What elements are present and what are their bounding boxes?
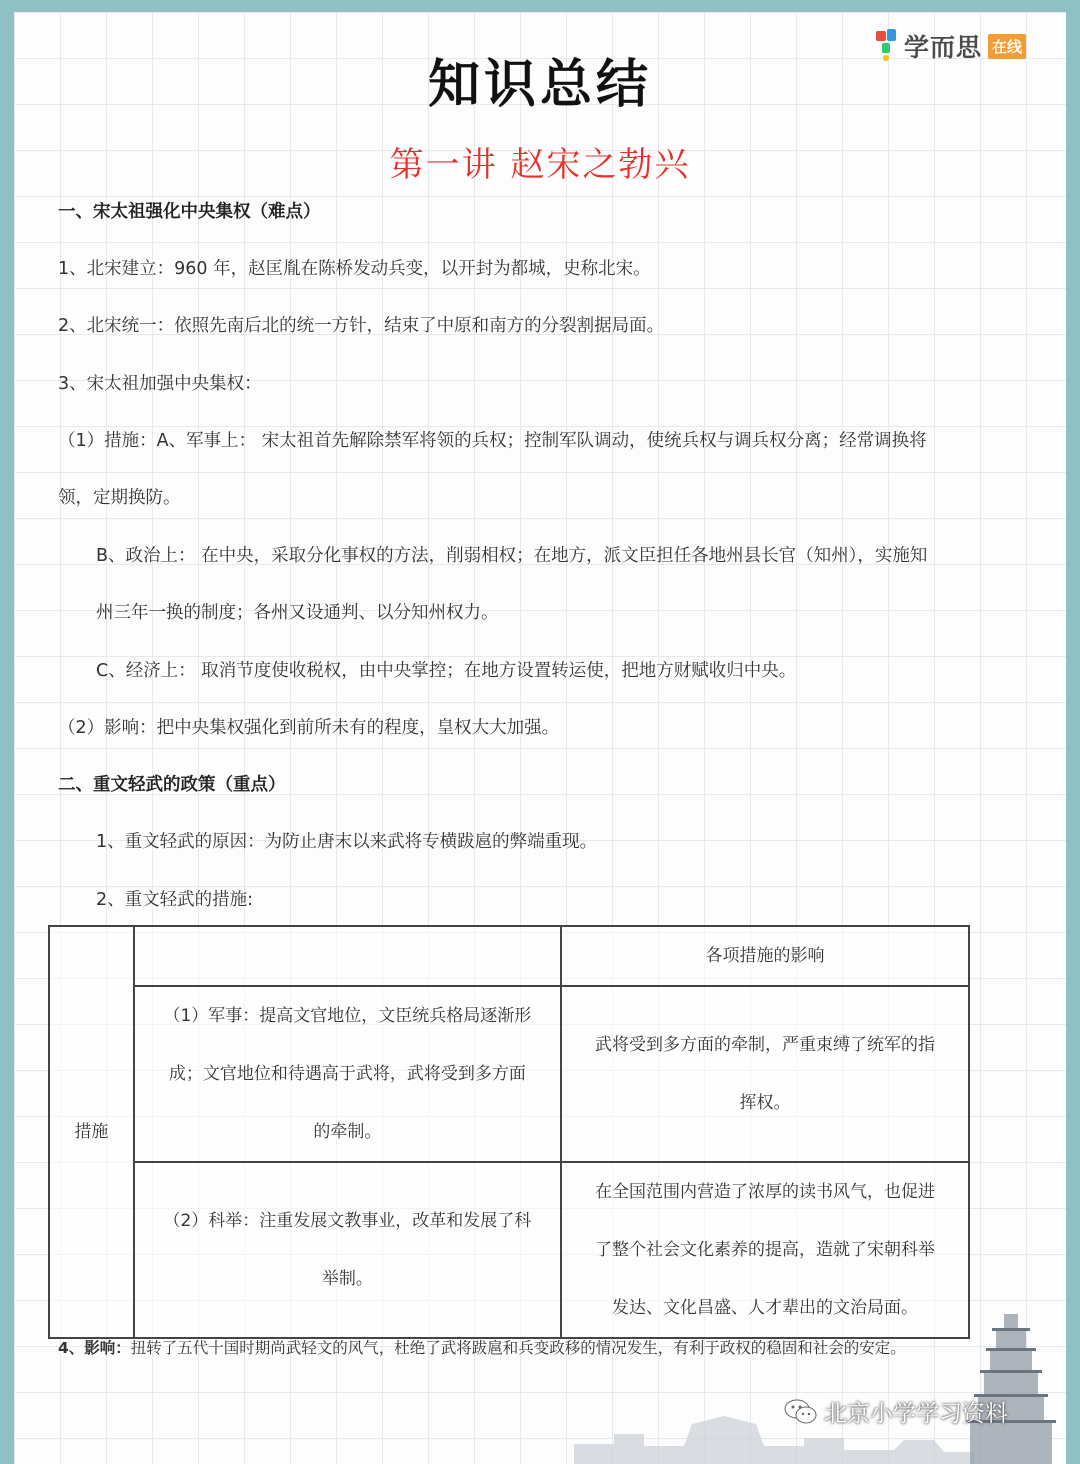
footnote-label: 4、影响：	[58, 1339, 131, 1357]
cell-line: 武将受到多方面的牵制，严重束缚了统军的指	[594, 1035, 935, 1055]
paragraph: C、经济上： 取消节度使收税权，由中央掌控；在地方设置转运使，把地方财赋收归中央。	[96, 661, 797, 681]
cell-line: 成；文官地位和待遇高于武将，武将受到多方面	[168, 1064, 526, 1084]
section2-heading: 二、重文轻武的政策（重点）	[58, 775, 286, 795]
measures-table	[48, 925, 970, 1339]
document-page	[14, 12, 1066, 1464]
paragraph: （2）影响：把中央集权强化到前所未有的程度，皇权大大加强。	[58, 718, 560, 738]
table-cell-effect	[561, 1162, 969, 1338]
cell-line: 举制。	[321, 1269, 373, 1289]
paragraph: （1）措施：A、军事上： 宋太祖首先解除禁军将领的兵权；控制军队调动，使统兵权与调兵权分离；经常调换将	[58, 431, 927, 451]
paragraph: 1、重文轻武的原因：为防止唐末以来武将专横跋扈的弊端重现。	[96, 832, 598, 852]
table-cell-measure	[134, 1162, 561, 1338]
cell-line: 的牵制。	[313, 1122, 382, 1142]
table-cell-effect	[561, 986, 969, 1162]
table-row	[49, 986, 969, 1162]
cell-line: 挥权。	[739, 1093, 791, 1113]
watermark	[784, 1395, 1008, 1428]
table-cell-measure	[134, 986, 561, 1162]
pagoda-illustration	[956, 1304, 1066, 1464]
cell-line: （2）科举：注重发展文教事业，改革和发展了科	[163, 1211, 532, 1231]
paragraph: 2、重文轻武的措施:	[96, 890, 254, 910]
table-row-label: 措施	[49, 926, 134, 1338]
footnote-text: 扭转了五代十国时期尚武轻文的风气，杜绝了武将跋扈和兵变政移的情况发生，有利于政权的稳固和社会的安定。	[130, 1339, 906, 1357]
table-row	[49, 926, 969, 986]
cell-line: 了整个社会文化素养的提高，造就了宋朝科举	[594, 1240, 935, 1260]
paragraph: 领，定期换防。	[58, 488, 181, 508]
table-row	[49, 1162, 969, 1338]
table-header-effect: 各项措施的影响	[561, 926, 969, 986]
logo-badge: 在线	[988, 34, 1026, 59]
cell-line: 发达、文化昌盛、人才辈出的文治局面。	[611, 1298, 918, 1318]
paragraph: B、政治上： 在中央，采取分化事权的方法，削弱相权；在地方，派文臣担任各地州县长官（知州），实施知	[96, 546, 928, 566]
paragraph: 州三年一换的制度；各州又设通判、以分知州权力。	[96, 603, 499, 623]
paragraph: 2、北宋统一：依照先南后北的统一方针，结束了中原和南方的分裂割据局面。	[58, 316, 665, 336]
watermark-text: 北京小学学习资料	[824, 1401, 1008, 1427]
cell-line: 在全国范围内营造了浓厚的读书风气，也促进	[594, 1182, 935, 1202]
paragraph: 1、北宋建立：960 年，赵匡胤在陈桥发动兵变，以开封为都城，史称北宋。	[58, 259, 651, 279]
lecture-title: 第一讲 赵宋之勃兴	[389, 145, 691, 185]
footnote	[58, 1336, 906, 1358]
document-title: 知识总结	[427, 55, 652, 115]
wechat-icon	[784, 1398, 818, 1426]
logo-text: 学而思	[904, 33, 983, 62]
table-cell	[134, 926, 561, 986]
section1-heading: 一、宋太祖强化中央集权（难点）	[58, 202, 321, 222]
paragraph: 3、宋太祖加强中央集权：	[58, 374, 262, 394]
cell-line: （1）军事：提高文官地位，文臣统兵格局逐渐形	[163, 1006, 532, 1026]
